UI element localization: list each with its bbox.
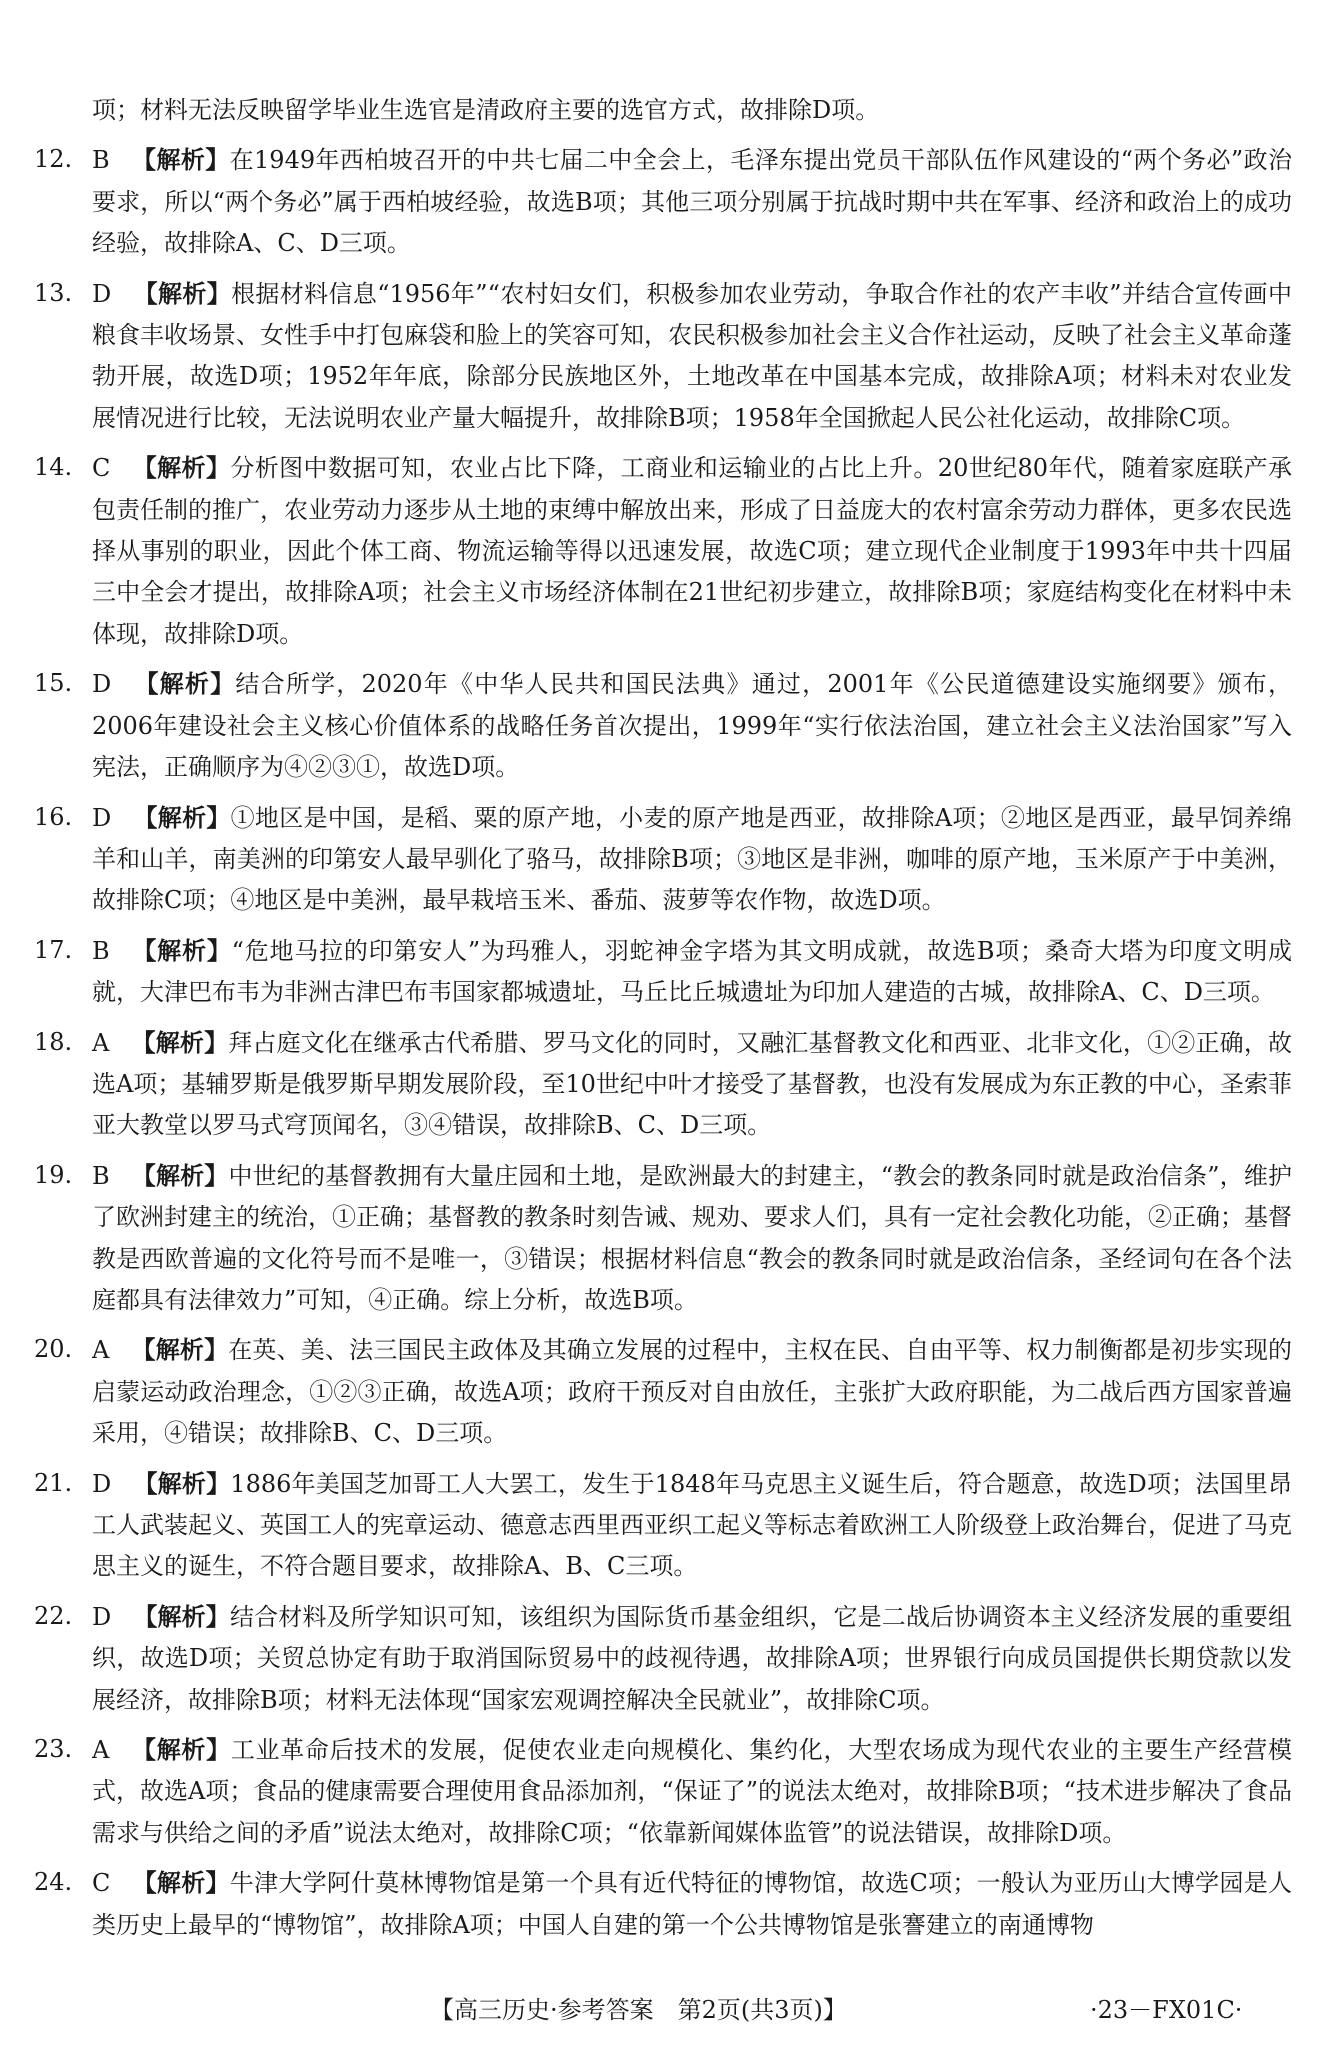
answer-item bbox=[34, 273, 1292, 440]
question-number: 20. bbox=[34, 1335, 73, 1364]
answer-letter: A bbox=[92, 1736, 110, 1765]
answer-body bbox=[92, 1862, 1292, 1946]
answer-body bbox=[92, 1729, 1292, 1854]
answer-letter: B bbox=[92, 146, 110, 175]
analysis-label: 【解析】 bbox=[131, 145, 230, 175]
answer-letter: A bbox=[92, 1336, 110, 1365]
answer-item bbox=[34, 1155, 1292, 1322]
answer-item bbox=[34, 1463, 1292, 1588]
answer-item bbox=[34, 1329, 1292, 1454]
analysis-label: 【解析】 bbox=[131, 1735, 231, 1765]
answer-item bbox=[34, 1596, 1292, 1721]
answer-body bbox=[92, 1463, 1292, 1588]
analysis-label: 【解析】 bbox=[133, 669, 236, 699]
footer-title: 【高三历史·参考答案 第2页(共3页)】 bbox=[430, 1996, 847, 2024]
answer-body bbox=[92, 1155, 1292, 1322]
analysis-label: 【解析】 bbox=[131, 935, 232, 965]
answer-content bbox=[34, 90, 1292, 1946]
question-number: 21. bbox=[34, 1468, 73, 1497]
question-number: 15. bbox=[34, 669, 73, 698]
analysis-label: 【解析】 bbox=[131, 1335, 229, 1365]
question-number: 18. bbox=[34, 1027, 73, 1056]
answer-letter: B bbox=[92, 936, 110, 965]
page-footer bbox=[0, 1990, 1326, 2030]
answer-body bbox=[92, 1596, 1292, 1721]
answer-item bbox=[34, 139, 1292, 264]
analysis-text: ①地区是中国，是稻、粟的原产地，小麦的原产地是西亚，故排除A项；②地区是西亚，最早饲养绵羊和山羊，南美洲的印第安人最早驯化了骆马，故排除B项；③地区是非洲，咖啡的原产地，玉米原产于中美洲，故排除C项；④地区是中美洲，最早栽培玉米、番茄、菠萝等农作物，故选D项。 bbox=[92, 803, 1292, 915]
answer-letter: B bbox=[92, 1161, 110, 1190]
analysis-label: 【解析】 bbox=[133, 1468, 231, 1498]
question-number: 12. bbox=[34, 145, 73, 174]
question-number: 16. bbox=[34, 802, 73, 831]
answer-body bbox=[92, 1329, 1292, 1454]
question-number: 23. bbox=[34, 1735, 73, 1764]
analysis-text: 结合材料及所学知识可知，该组织为国际货币基金组织，它是二战后协调资本主义经济发展的重要组织，故选D项；关贸总协定有助于取消国际贸易中的歧视待遇，故排除A项；世界银行向成员国提供长期贷款以发展经济，故排除B项；材料无法体现“国家宏观调控解决全民就业”，故排除C项。 bbox=[92, 1602, 1292, 1714]
answer-letter: D bbox=[92, 1602, 112, 1631]
analysis-label: 【解析】 bbox=[133, 1601, 230, 1631]
answer-item bbox=[34, 1729, 1292, 1854]
analysis-label: 【解析】 bbox=[131, 1027, 229, 1057]
answer-item bbox=[34, 1022, 1292, 1147]
analysis-text: 1886年美国芝加哥工人大罢工，发生于1848年马克思主义诞生后，符合题意，故选D项；法国里昂工人武装起义、英国工人的宪章运动、德意志西里西亚织工起义等标志着欧洲工人阶级登上政治舞台，促进了马克思主义的诞生，不符合题目要求，故排除A、B、C三项。 bbox=[92, 1469, 1292, 1581]
answer-body bbox=[92, 447, 1292, 655]
analysis-label: 【解析】 bbox=[133, 802, 231, 832]
analysis-text: 中世纪的基督教拥有大量庄园和土地，是欧洲最大的封建主，“教会的教条同时就是政治信条”，维护了欧洲封建主的统治，①正确；基督教的教条时刻告诫、规劝、要求人们，具有一定社会教化功能，②正确；基督教是西欧普遍的文化符号而不是唯一，③错误；根据材料信息“教会的教条同时就是政治信条，圣经词句在各个法庭都具有法律效力”可知，④正确。综上分析，故选B项。 bbox=[92, 1161, 1292, 1314]
answer-letter: D bbox=[92, 670, 112, 699]
analysis-text: 分析图中数据可知，农业占比下降，工商业和运输业的占比上升。20世纪80年代，随着家庭联产承包责任制的推广，农业劳动力逐步从土地的束缚中解放出来，形成了日益庞大的农村富余劳动力群体，更多农民选择从事别的职业，因此个体工商、物流运输等得以迅速发展，故选C项；建立现代企业制度于1993年中共十四届三中全会才提出，故排除A项；社会主义市场经济体制在21世纪初步建立，故排除B项；家庭结构变化在材料中未体现，故排除D项。 bbox=[92, 454, 1293, 648]
answer-item bbox=[34, 797, 1292, 922]
analysis-text: 工业革命后技术的发展，促使农业走向规模化、集约化，大型农场成为现代农业的主要生产经营模式，故选A项；食品的健康需要合理使用食品添加剂，“保证了”的说法太绝对，故排除B项；“技术进步解决了食品需求与供给之间的矛盾”说法太绝对，故排除C项；“依靠新闻媒体监管”的说法错误，故排除D项。 bbox=[92, 1736, 1293, 1847]
question-number: 24. bbox=[34, 1868, 73, 1897]
question-number: 22. bbox=[34, 1601, 73, 1630]
answer-item bbox=[34, 1862, 1292, 1946]
analysis-text: “危地马拉的印第安人”为玛雅人，羽蛇神金字塔为其文明成就，故选B项；桑奇大塔为印度文明成就，大津巴布韦为非洲古津巴布韦国家都城遗址，马丘比丘城遗址为印加人建造的古城，故排除A、C、D三项。 bbox=[92, 936, 1292, 1007]
analysis-label: 【解析】 bbox=[132, 1868, 230, 1898]
answer-body bbox=[92, 273, 1292, 440]
answer-body bbox=[92, 139, 1292, 264]
answer-body bbox=[92, 797, 1292, 922]
answer-letter: D bbox=[92, 279, 112, 308]
analysis-label: 【解析】 bbox=[132, 453, 231, 483]
question-number: 14. bbox=[34, 453, 73, 482]
answer-letter: D bbox=[92, 1469, 112, 1498]
answer-letter: C bbox=[92, 1869, 111, 1898]
analysis-text: 牛津大学阿什莫林博物馆是第一个具有近代特征的博物馆，故选C项；一般认为亚历山大博学园是人类历史上最早的“博物馆”，故排除A项；中国人自建的第一个公共博物馆是张謇建立的南通博物 bbox=[92, 1869, 1292, 1939]
analysis-text: 根据材料信息“1956年”“农村妇女们，积极参加农业劳动，争取合作社的农产丰收”并结合宣传画中粮食丰收场景、女性手中打包麻袋和脸上的笑容可知，农民积极参加社会主义合作社运动，反映了社会主义革命蓬勃开展，故选D项；1952年年底，除部分民族地区外，土地改革在中国基本完成，故排除A项；材料未对农业发展情况进行比较，无法说明农业产量大幅提升，故排除B项；1958年全国掀起人民公社化运动，故排除C项。 bbox=[92, 279, 1293, 432]
answer-letter: C bbox=[92, 454, 111, 483]
analysis-text: 拜占庭文化在继承古代希腊、罗马文化的同时，又融汇基督教文化和西亚、北非文化，①②正确，故选A项；基辅罗斯是俄罗斯早期发展阶段，至10世纪中叶才接受了基督教，也没有发展成为东正教的中心，圣索菲亚大教堂以罗马式穹顶闻名，③④错误，故排除B、C、D三项。 bbox=[92, 1028, 1293, 1140]
analysis-label: 【解析】 bbox=[131, 1160, 229, 1190]
answer-item bbox=[34, 930, 1292, 1014]
answer-body bbox=[92, 930, 1292, 1014]
answer-letter: D bbox=[92, 803, 112, 832]
answer-item bbox=[34, 663, 1292, 788]
analysis-label: 【解析】 bbox=[133, 278, 232, 308]
question-number: 13. bbox=[34, 278, 73, 307]
continued-text: 项；材料无法反映留学毕业生选官是清政府主要的选官方式，故排除D项。 bbox=[92, 96, 880, 124]
answer-letter: A bbox=[92, 1028, 110, 1057]
question-number: 17. bbox=[34, 935, 73, 964]
analysis-text: 在英、美、法三国民主政体及其确立发展的过程中，主权在民、自由平等、权力制衡都是初步实现的启蒙运动政治理念，①②③正确，故选A项；政府干预反对自由放任，主张扩大政府职能，为二战后西方国家普遍采用，④错误；故排除B、C、D三项。 bbox=[92, 1336, 1293, 1448]
answer-body bbox=[92, 1022, 1292, 1147]
answer-body bbox=[92, 663, 1292, 788]
answer-item bbox=[34, 447, 1292, 655]
analysis-text: 在1949年西柏坡召开的中共七届二中全会上，毛泽东提出党员干部队伍作风建设的“两个务必”政治要求，所以“两个务必”属于西柏坡经验，故选B项；其他三项分别属于抗战时期中共在军事、经济和政治上的成功经验，故排除A、C、D三项。 bbox=[92, 146, 1292, 258]
question-number: 19. bbox=[34, 1160, 73, 1189]
footer-code: ·23－FX01C· bbox=[1090, 1996, 1243, 2024]
analysis-text: 结合所学，2020年《中华人民共和国民法典》通过，2001年《公民道德建设实施纲要》颁布，2006年建设社会主义核心价值体系的战略任务首次提出，1999年“实行依法治国，建立社会主义法治国家”写入宪法，正确顺序为④②③①，故选D项。 bbox=[92, 670, 1293, 782]
